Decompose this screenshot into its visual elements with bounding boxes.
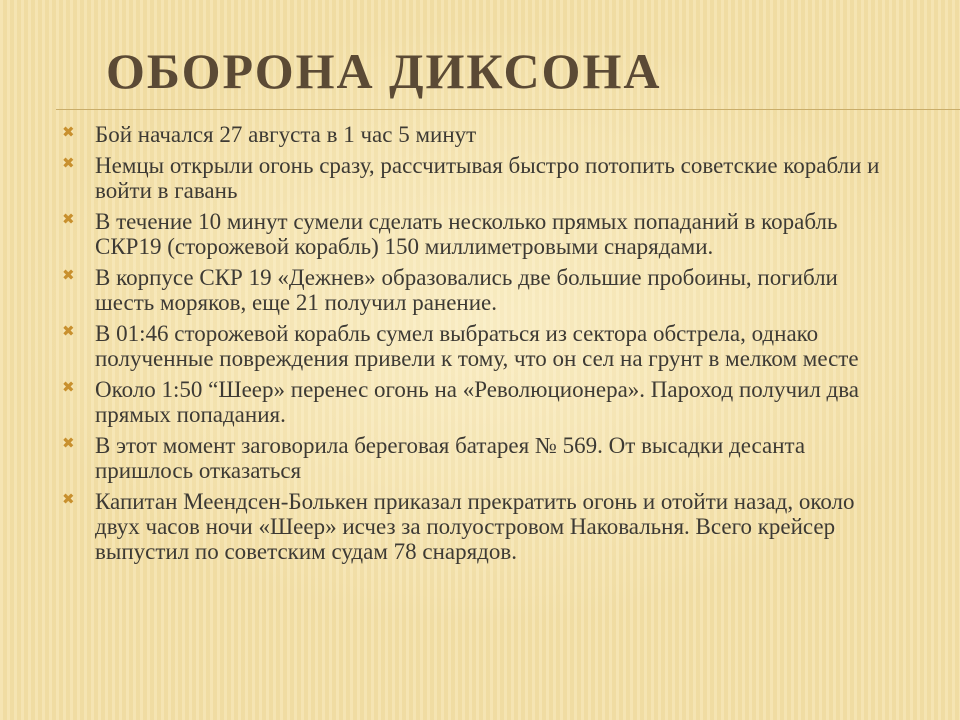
bullet-text: В 01:46 сторожевой корабль сумел выбраться из сектора обстрела, однако полученные повреждения привели к тому, что он сел на грунт в мелком месте [95, 321, 859, 371]
cross-bullet-icon: ✖ [62, 266, 75, 284]
cross-bullet-icon: ✖ [62, 490, 75, 508]
cross-bullet-icon: ✖ [62, 123, 75, 141]
bullet-item [62, 209, 902, 259]
cross-bullet-icon: ✖ [62, 322, 75, 340]
bullet-item [62, 153, 902, 203]
bullet-text: В этот момент заговорила береговая батарея № 569. От высадки десанта пришлось отказаться [95, 433, 806, 483]
slide-title: ОБОРОНА ДИКСОНА [106, 43, 662, 99]
bullet-item [62, 489, 902, 564]
bullet-text: Немцы открыли огонь сразу, рассчитывая быстро потопить советские корабли и войти в гавань [95, 153, 880, 203]
bullet-text: Бой начался 27 августа в 1 час 5 минут [95, 122, 477, 147]
bullet-item [62, 321, 902, 371]
bullet-text: Капитан Меендсен-Болькен приказал прекратить огонь и отойти назад, около двух часов ночи «Шеер» исчез за полуостровом Наковальня. Всего крейсер выпустил по советским судам 78 снарядов. [95, 489, 855, 564]
bullet-item [62, 433, 902, 483]
cross-bullet-icon: ✖ [62, 210, 75, 228]
bullet-item [62, 265, 902, 315]
cross-bullet-icon: ✖ [62, 154, 75, 172]
bullet-text: Около 1:50 “Шеер» перенес огонь на «Революционера». Пароход получил два прямых попадания. [95, 377, 860, 427]
bullet-text: В течение 10 минут сумели сделать несколько прямых попаданий в корабль СКР19 (сторожевой корабль) 150 миллиметровыми снарядами. [95, 209, 838, 259]
bullet-item [62, 377, 902, 427]
cross-bullet-icon: ✖ [62, 378, 75, 396]
bullet-item [62, 122, 902, 147]
cross-bullet-icon: ✖ [62, 434, 75, 452]
bullet-list [62, 122, 902, 570]
bullet-text: В корпусе СКР 19 «Дежнев» образовались две большие пробоины, погибли шесть моряков, еще 21 получил ранение. [95, 265, 838, 315]
title-divider [56, 109, 960, 110]
